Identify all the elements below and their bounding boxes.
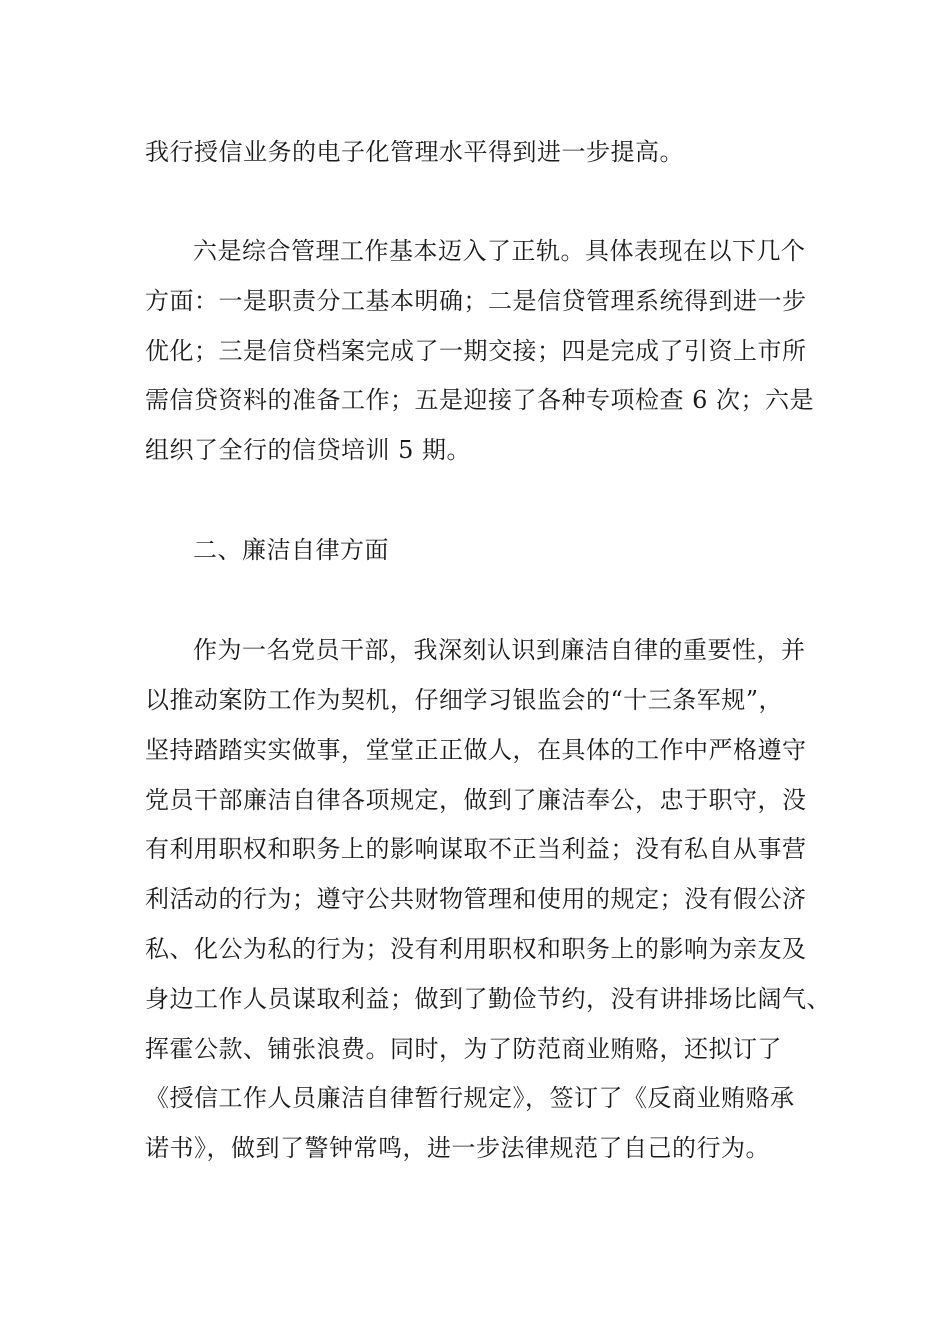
paragraph-line: 诺书》，做到了警钟常鸣，进一步法律规范了自己的行为。 bbox=[145, 1134, 770, 1162]
paragraph-line: 优化；三是信贷档案完成了一期交接；四是完成了引资上市所 bbox=[145, 337, 807, 365]
paragraph-line: 党员干部廉洁自律各项规定，做到了廉洁奉公，忠于职守，没 bbox=[145, 786, 807, 814]
paragraph-line: 我行授信业务的电子化管理水平得到进一步提高。 bbox=[145, 138, 684, 166]
paragraph-line: 坚持踏踏实实做事，堂堂正正做人，在具体的工作中严格遵守 bbox=[145, 736, 807, 764]
paragraph-line: 需信贷资料的准备工作；五是迎接了各种专项检查 6 次；六是 bbox=[145, 386, 815, 414]
paragraph-line: 作为一名党员干部，我深刻认识到廉洁自律的重要性，并 bbox=[193, 636, 806, 664]
paragraph-line: 组织了全行的信贷培训 5 期。 bbox=[145, 436, 472, 464]
paragraph-line: 身边工作人员谋取利益；做到了勤俭节约，没有讲排场比阔气、 bbox=[145, 985, 831, 1013]
paragraph-line: 以推动案防工作为契机，仔细学习银监会的“十三条军规”， bbox=[145, 686, 784, 714]
paragraph-line: 有利用职权和职务上的影响谋取不正当利益；没有私自从事营 bbox=[145, 835, 807, 863]
paragraph-line: 《授信工作人员廉洁自律暂行规定》，签订了《反商业贿赂承 bbox=[145, 1084, 795, 1112]
paragraph-line: 六是综合管理工作基本迈入了正轨。具体表现在以下几个 bbox=[193, 237, 806, 265]
paragraph-line: 利活动的行为；遵守公共财物管理和使用的规定；没有假公济 bbox=[145, 885, 807, 913]
section-heading: 二、廉洁自律方面 bbox=[193, 536, 389, 564]
paragraph-line: 私、化公为私的行为；没有利用职权和职务上的影响为亲友及 bbox=[145, 935, 807, 963]
paragraph-line: 挥霍公款、铺张浪费。同时，为了防范商业贿赂，还拟订了 bbox=[145, 1035, 782, 1063]
paragraph-line: 方面：一是职责分工基本明确；二是信贷管理系统得到进一步 bbox=[145, 287, 807, 315]
